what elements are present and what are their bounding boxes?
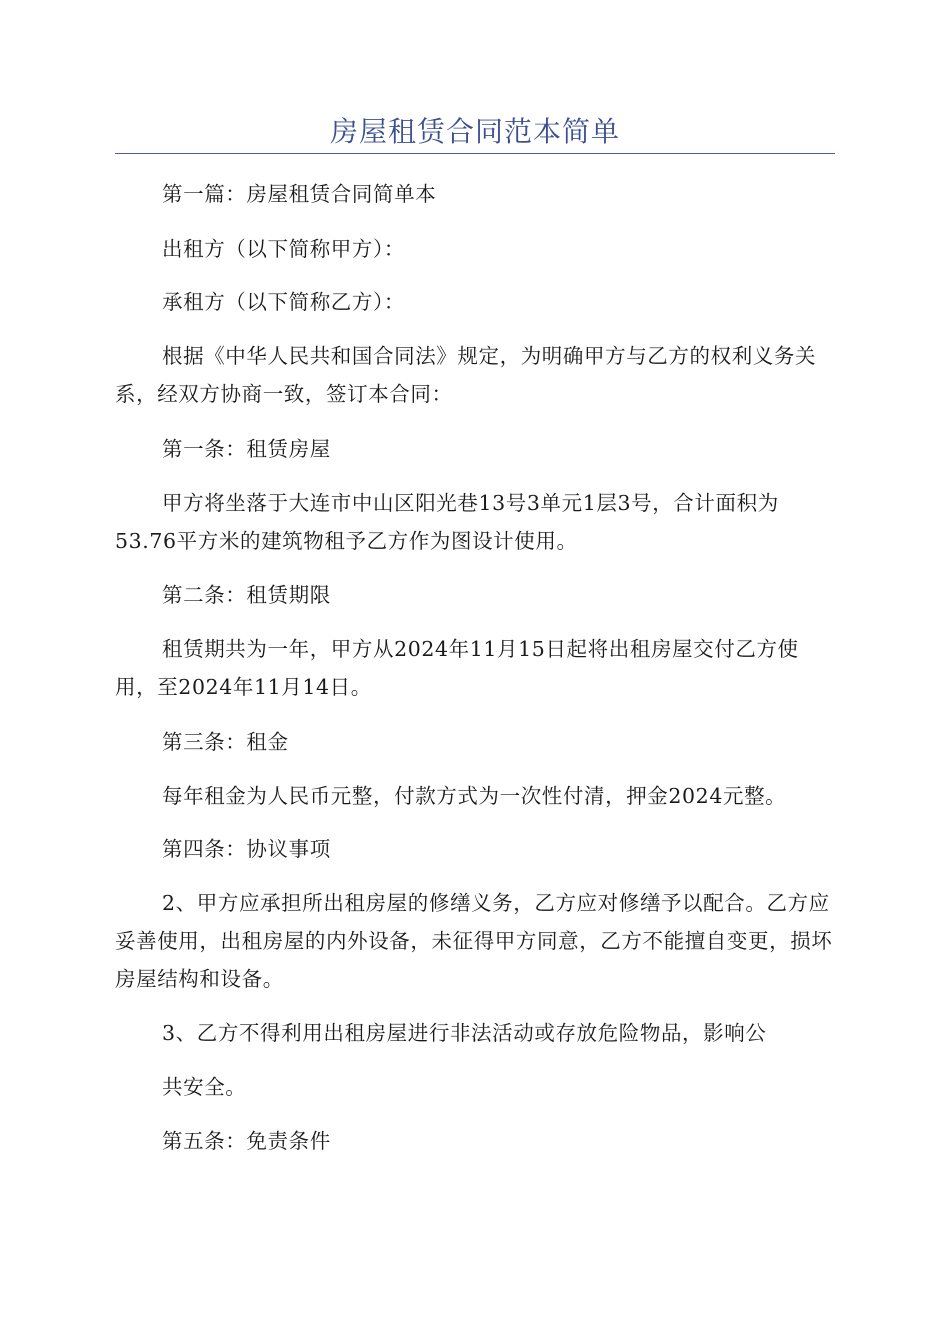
- page-title: 房屋租赁合同范本简单: [329, 115, 620, 148]
- paragraph-lessee: 承租方（以下简称乙方）：: [162, 290, 405, 314]
- article-4-heading: 第四条：协议事项: [162, 837, 331, 861]
- article-3-body: 每年租金为人民币元整，付款方式为一次性付清，押金2024元整。: [162, 784, 787, 808]
- article-1-heading: 第一条：租赁房屋: [162, 437, 331, 461]
- paragraph-lessor: 出租方（以下简称甲方）：: [162, 237, 405, 261]
- article-3-heading: 第三条：租金: [162, 730, 289, 754]
- paragraph-section-heading: 第一篇：房屋租赁合同简单本: [162, 182, 437, 206]
- article-4-item-3-continued: 共安全。: [162, 1075, 247, 1099]
- article-2-body: 租赁期共为一年，甲方从2024年11月15日起将出租房屋交付乙方使用，至2024年11月14日。: [115, 637, 799, 699]
- article-4-item-2: 2、甲方应承担所出租房屋的修缮义务，乙方应对修缮予以配合。乙方应妥善使用，出租房屋的内外设备，未征得甲方同意，乙方不能擅自变更，损坏房屋结构和设备。: [115, 891, 833, 991]
- article-5-heading: 第五条：免责条件: [162, 1129, 331, 1153]
- article-1-body: 甲方将坐落于大连市中山区阳光巷13号3单元1层3号，合计面积为53.76平方米的建筑物租予乙方作为图设计使用。: [115, 491, 779, 553]
- paragraph-preamble: 根据《中华人民共和国合同法》规定，为明确甲方与乙方的权利义务关系，经双方协商一致，签订本合同：: [115, 344, 817, 406]
- article-2-heading: 第二条：租赁期限: [162, 583, 331, 607]
- article-4-item-3: 3、乙方不得利用出租房屋进行非法活动或存放危险物品，影响公: [162, 1021, 767, 1045]
- title-underline: [115, 153, 835, 154]
